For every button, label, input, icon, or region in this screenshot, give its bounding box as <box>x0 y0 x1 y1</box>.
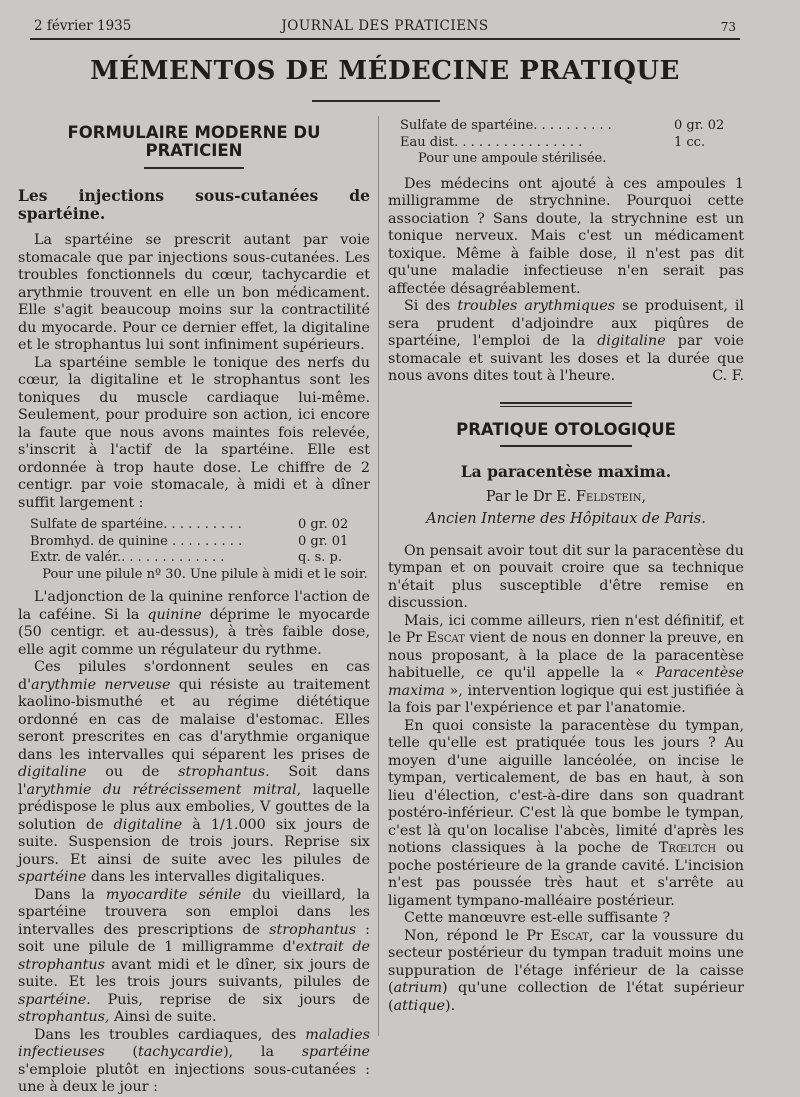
paragraph: La spartéine semble le tonique des nerfs du cœur, la digitaline et le strophantus sont les toniques du muscle cardiaque lui-même. Seulement, pour produire son action, ici encore la faute que nous avons maintes fois relevée, s'inscrit à l'actif de la spartéine. Elle est ordonnée à trop haute dose. Le chiffre de 2 centigr. par voie stomacale, à midi et à dîner suffit largement : <box>18 354 370 511</box>
signature: C. F. <box>712 368 744 384</box>
column-divider <box>378 116 379 1036</box>
running-header <box>34 18 736 38</box>
article-title: La paracentèse maxima. <box>460 462 672 481</box>
paragraph: On pensait avoir tout dit sur la paracentèse du tympan et on pouvait croire que sa technique n'était plus susceptible d'être remise en discussion. <box>388 542 744 611</box>
section-heading-otologique: PRATIQUE OTOLOGIQUE <box>456 419 676 439</box>
author-affiliation: Ancien Interne des Hôpitaux de Paris. <box>426 511 706 527</box>
header-date: 2 février 1935 <box>34 18 132 34</box>
paragraph: L'adjonction de la quinine renforce l'action de la caféine. Si la quinine déprime le myocarde (50 centigr. et au-dessus), à très faible dose, elle agit comme un régulateur du rythme. <box>18 589 371 658</box>
header-journal: JOURNAL DES PRATICIENS <box>281 18 489 34</box>
prescription-row: Eau dist. . . . . . . . . . . . . . . . 1 cc. <box>400 134 706 150</box>
prescription-pilule <box>30 517 370 583</box>
byline: Par le Dr E. Feldstein, <box>485 488 647 505</box>
title-rule <box>312 100 440 102</box>
prescription-row: Extr. de valér.. . . . . . . . . . . . . q. s. p. <box>30 550 342 565</box>
left-column <box>18 120 370 1097</box>
header-page-number: 73 <box>720 20 736 34</box>
header-rule <box>30 38 740 40</box>
prescription-ampoule <box>400 118 744 168</box>
prescription-row: Bromhyd. de quinine . . . . . . . . . 0 gr. 01 <box>30 533 349 549</box>
paragraph: Ces pilules s'ordonnent seules en cas d'arythmie nerveuse qui résiste au traitement kaolino-bismuthé et au régime diététique ordonné en cas de malaise d'estomac. Elles seront prescrites en cas d'arythmie organique dans les intervalles qui séparent les prises de digitaline ou de strophantus. Soit dans l'arythmie du rétrécissement mitral, laquelle prédispose le plus aux embolies, V gouttes de la solution de digitaline à 1/1.000 six jours de suite. Suspension de trois jours. Reprise six jours. Et ainsi de suite avec les pilules de spartéine dans les intervalles digitaliques. <box>18 659 371 885</box>
prescription-note: Pour une pilule nº 30. Une pilule à midi et le soir. <box>42 566 368 582</box>
section-separator <box>500 402 632 407</box>
prescription-note: Pour une ampoule stérilisée. <box>418 151 607 166</box>
section-rule <box>144 167 244 169</box>
paragraph: Non, répond le Pr Escat, car la voussure du secteur postérieur du tympan traduit moins une suppuration de l'étage inférieur de la caisse (atrium) qu'une collection de l'état supérieur (attique). <box>388 927 744 1014</box>
page-title: MÉMENTOS DE MÉDECINE PRATIQUE <box>90 56 680 86</box>
paragraph: Des médecins ont ajouté à ces ampoules 1 milligramme de strychnine. Pourquoi cette association ? Sans doute, la strychnine est un tonique nerveux. Mais c'est un médicament toxique. Même à faible dose, il n'est pas dit qu'une maladie infectieuse n'en serait pas affectée désagréablement. <box>388 175 744 297</box>
prescription-row: Sulfate de spartéine. . . . . . . . . . 0 gr. 02 <box>30 517 349 532</box>
paragraph: Dans la myocardite sénile du vieillard, la spartéine trouvera son emploi dans les intervalles des prescriptions de strophantus : soit une pilule de 1 milligramme d'extrait de strophantus avant midi et le dîner, six jours de suite. Et les trois jours suivants, pilules de spartéine. Puis, reprise de six jours de strophantus, Ainsi de suite. <box>18 886 370 1025</box>
right-column <box>388 118 744 1015</box>
paragraph: La spartéine se prescrit autant par voie stomacale que par injections sous-cutanées. Les troubles fonctionnels du cœur, tachycardie et arythmie trouvent en elle un bon médicament. Elle s'agit beaucoup moins sur la contractilité du myocarde. Pour ce dernier effet, la digitaline et le strophantus lui sont infiniment supérieurs. <box>18 232 370 353</box>
paragraph: Dans les troubles cardiaques, des maladies infectieuses (tachycardie), la spartéine s'emploie plutôt en injections sous-cutanées : une à deux le jour : <box>18 1026 370 1095</box>
paragraph: Cette manœuvre est-elle suffisante ? <box>404 910 671 926</box>
subheading-injections: Les injections sous-cutanées de spartéine. <box>18 186 370 223</box>
paragraph: Si des troubles arythmiques se produisent, il sera prudent d'adjoindre aux piqûres de spartéine, l'emploi de la digitaline par voie stomacale et suivant les doses et la durée que nous avons dites tout à l'heure. C. F. <box>388 298 744 384</box>
section-rule <box>500 445 632 447</box>
section-heading-formulaire: FORMULAIRE MODERNE DU PRATICIEN <box>67 123 321 160</box>
prescription-row: Sulfate de spartéine. . . . . . . . . . 0 gr. 02 <box>400 118 725 133</box>
paragraph: Mais, ici comme ailleurs, rien n'est définitif, et le Pr Escat vient de nous en donner la preuve, en nous proposant, à la place de la paracentèse habituelle, ce qu'il appelle la « Paracentèse maxima », intervention logique qui est justifiée à la fois par l'expérience et par l'anatomie. <box>388 612 744 716</box>
paragraph: En quoi consiste la paracentèse du tympan, telle qu'elle est pratiquée tous les jours ? Au moyen d'une aiguille lancéolée, on incise le tympan, verticalement, de bas en haut, à son lieu d'élection, c'est-à-dire dans son quadrant postéro-inférieur. C'est là que bombe le tympan, c'est là qu'on localise l'abcès, limité d'après les notions classiques à la poche de Trœltch ou poche postérieure de la grande cavité. L'incision n'est pas poussée très haut et s'arrête au ligament tympano-malléaire postérieur. <box>388 717 744 909</box>
